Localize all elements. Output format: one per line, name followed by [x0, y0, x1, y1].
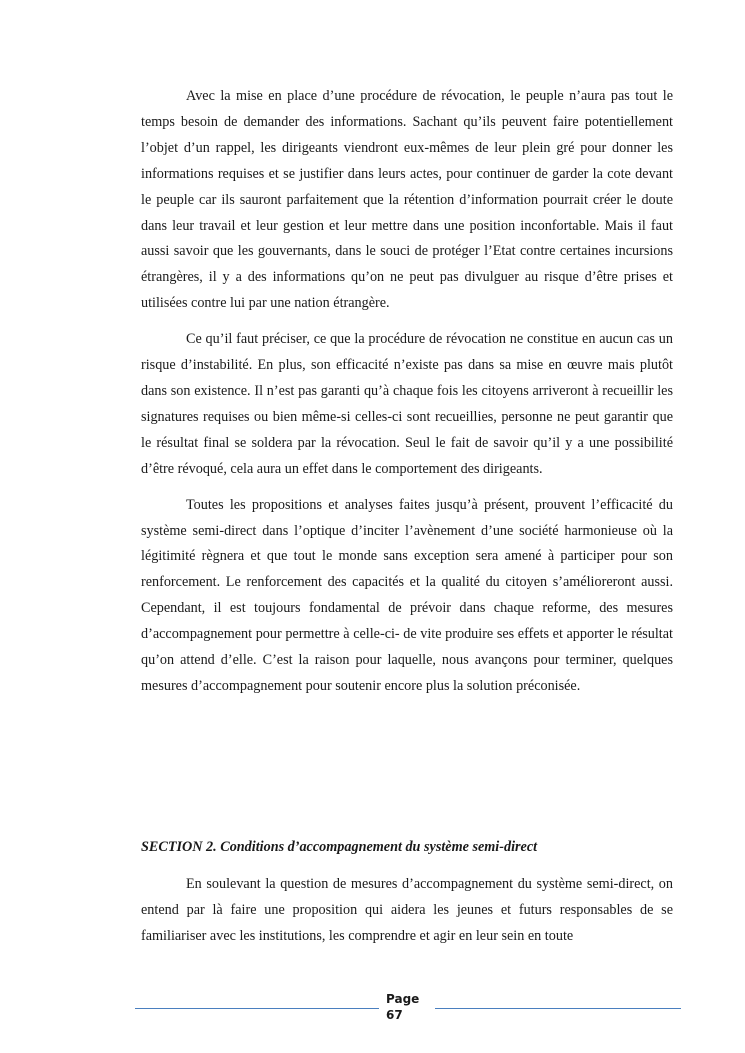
page-number-label	[386, 991, 434, 1023]
section-heading: SECTION 2. Conditions d’accompagnement du système semi-direct	[141, 839, 538, 855]
paragraph-accompanying-measures: En soulevant la question de mesures d’accompagnement du système semi-direct, on entend par là faire une proposition qui aidera les jeunes et futurs responsables de se familiariser avec les institutions, les comprendre et agir en leur sein en toute	[141, 876, 673, 944]
paragraph-revocation-stability: Ce qu’il faut préciser, ce que la procédure de révocation ne constitue en aucun cas un risque d’instabilité. En plus, son efficacité n’existe pas dans sa mise en œuvre mais plutôt dans son existence. Il n’est pas garanti qu’à chaque fois les citoyens arriveront à recueillir les signatures requises ou bien même-si celles-ci sont recueillies, personne ne peut garantir que le résultat final se soldera par la révocation. Seul le fait de savoir qu’il y a une possibilité d’être révoqué, cela aura un effet dans le comportement des dirigeants.	[141, 331, 673, 477]
body-text	[141, 84, 673, 700]
page-footer	[135, 991, 681, 1025]
paragraph-revocation-information: Avec la mise en place d’une procédure de révocation, le peuple n’aura pas tout le temps besoin de demander des informations. Sachant qu’ils peuvent faire potentiellement l’objet d’un rappel, les dirigeants viendront eux-mêmes de leur plein gré pour donner les informations requises et se justifier dans leurs actes, pour continuer de garder la cote devant le peuple car ils sauront parfaitement que la rétention d’information pourrait créer le doute dans leur travail et leur gestion et leur mettre dans une position inconfortable. Mais il faut aussi savoir que les gouvernants, dans le souci de protéger l’Etat contre certaines incursions étrangères, il y a des informations qu’on ne peut pas divulguer au risque d’être prises et utilisées contre lui par une nation étrangère.	[141, 88, 673, 312]
page-number: 67	[386, 1008, 403, 1022]
paragraph-semi-direct-efficacy: Toutes les propositions et analyses faites jusqu’à présent, prouvent l’efficacité du système semi-direct dans l’optique d’inciter l’avènement d’une société harmonieuse où la légitimité règnera et que tout le monde sans exception sera amené à participer pour son renforcement. Le renforcement des capacités et la qualité du citoyen s’amélioreront aussi. Cependant, il est toujours fondamental de prévoir dans chaque reforme, des mesures d’accompagnement pour permettre à celle-ci- de vite produire ses effets et apporter le résultat qu’on attend d’elle. C’est la raison pour laquelle, nous avançons pour terminer, quelques mesures d’accompagnement pour soutenir encore plus la solution préconisée.	[141, 496, 673, 694]
page-word: Page	[386, 992, 420, 1006]
footer-rule-right	[435, 1008, 681, 1009]
footer-rule-left	[135, 1008, 379, 1009]
